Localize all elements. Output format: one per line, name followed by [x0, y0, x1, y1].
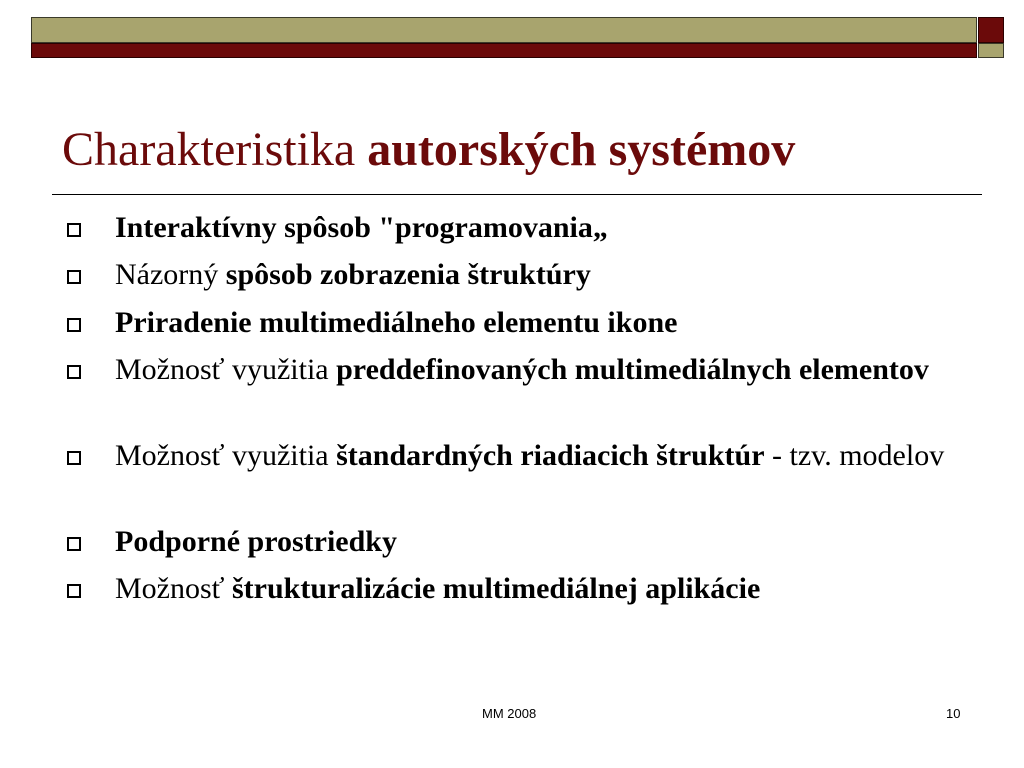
bullet-text-bold: spôsob zobrazenia štruktúry — [225, 258, 591, 291]
bullet-text-bold: Interaktívny spôsob "programovania„ — [115, 211, 608, 244]
hollow-square-icon — [67, 451, 81, 465]
bullet-item — [115, 351, 985, 389]
bullet-text-bold: Podporné prostriedky — [115, 525, 397, 558]
bullet-text-tail: - tzv. modelov — [764, 439, 945, 472]
header-band-olive — [31, 17, 977, 43]
hollow-square-icon — [67, 223, 81, 237]
bullet-item — [115, 209, 985, 247]
bullet-text-plain: Možnosť — [115, 572, 232, 605]
hollow-square-icon — [67, 270, 81, 284]
hollow-square-icon — [67, 318, 81, 332]
bullet-text-plain: Možnosť využitia — [115, 439, 337, 472]
title-divider — [52, 194, 982, 195]
hollow-square-icon — [67, 537, 81, 551]
footer-center-text: MM 2008 — [482, 706, 537, 721]
hollow-square-icon — [67, 584, 81, 598]
header-corner-square-maroon — [978, 17, 1004, 43]
hollow-square-icon — [67, 365, 81, 379]
slide-number: 10 — [946, 706, 961, 721]
bullet-item — [115, 256, 985, 294]
slide-title — [62, 120, 795, 180]
bullet-text-bold: Priradenie multimediálneho elementu ikone — [115, 306, 678, 339]
slide-title-plain: Charakteristika — [62, 123, 368, 176]
bullet-text-bold: štandardných riadiacich štruktúr — [336, 439, 765, 472]
bullet-text-plain: Možnosť využitia — [115, 353, 337, 386]
bullet-text-bold: štrukturalizácie multimediálnej aplikácie — [231, 572, 761, 605]
slide-title-bold: autorských systémov — [367, 123, 796, 176]
header-corner-square-olive — [978, 43, 1004, 58]
bullet-item — [115, 437, 985, 475]
bullet-item — [115, 304, 985, 342]
bullet-text-plain: Názorný — [115, 258, 226, 291]
bullet-item — [115, 570, 985, 608]
bullet-item — [115, 523, 985, 561]
header-band-maroon — [31, 43, 977, 58]
bullet-text-bold: preddefinovaných multimediálnych elementov — [336, 353, 929, 386]
